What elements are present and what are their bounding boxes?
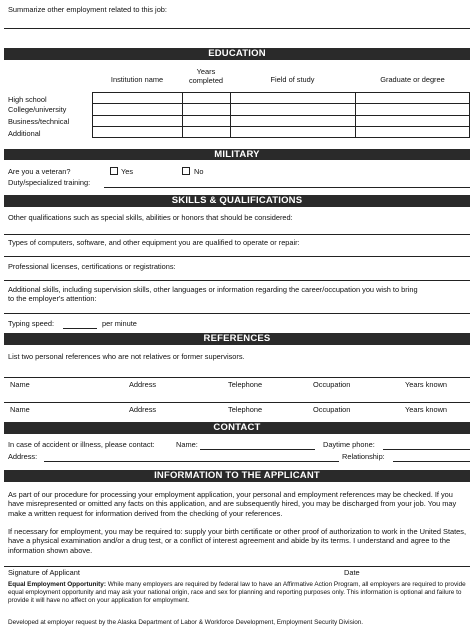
- signature-label: Signature of Applicant: [8, 568, 80, 577]
- other-qualifications-line[interactable]: [4, 234, 470, 235]
- education-header-years: Years completed: [188, 67, 224, 86]
- information-paragraph-1: As part of our procedure for processing your employment application, your personal and employment references may be checked. If you have misrepresented or omitted any facts on this application, and are subsequently hired, you may be discharged from your job. You may make a written request for information derived from the checking of your references.: [8, 490, 457, 518]
- signature-line[interactable]: [4, 566, 470, 567]
- education-grid-row-line: [92, 103, 470, 104]
- military-section-header: MILITARY: [4, 149, 470, 160]
- education-header-field: Field of study: [270, 75, 315, 84]
- additional-skills-line[interactable]: [4, 313, 470, 314]
- daytime-phone-label: Daytime phone:: [323, 440, 375, 449]
- reference-column-address: Address: [129, 380, 157, 389]
- education-header-degree: Graduate or degree: [380, 75, 445, 84]
- veteran-no-checkbox[interactable]: [182, 167, 190, 175]
- developed-by-footer: Developed at employer request by the Alaska Department of Labor & Workforce Development, Employment Security Division.: [8, 619, 364, 626]
- computers-equipment-label: Types of computers, software, and other equipment you are qualified to operate or repair:: [8, 238, 300, 247]
- information-section-header: INFORMATION TO THE APPLICANT: [4, 470, 470, 482]
- reference-line-2[interactable]: [4, 402, 470, 403]
- education-row-label: Additional: [8, 129, 41, 138]
- education-header-institution: Institution name: [110, 75, 164, 84]
- veteran-yes-checkbox[interactable]: [110, 167, 118, 175]
- information-paragraph-2: If necessary for employment, you may be required to: supply your birth certificate or other proof of authorization to work in the United States, have a physical examination and/or a drug test, or a conflict of interest agreement and abide by its terms. I understand and agree to the information shown above.: [8, 527, 467, 555]
- licenses-line[interactable]: [4, 280, 470, 281]
- additional-skills-label: Additional skills, including supervision skills, other languages or information regarding the career/occupation you wish to bring: [8, 285, 418, 294]
- reference-column-years-known: Years known: [405, 405, 448, 414]
- typing-speed-label: Typing speed:: [8, 319, 55, 328]
- contact-name-label: Name:: [176, 440, 198, 449]
- contact-section-header: CONTACT: [4, 422, 470, 434]
- reference-column-name: Name: [10, 380, 30, 389]
- education-row-label: College/university: [8, 105, 67, 114]
- eeo-notice: [8, 581, 468, 605]
- references-section-header: REFERENCES: [4, 333, 470, 345]
- duty-training-field[interactable]: [104, 187, 470, 188]
- contact-address-field[interactable]: [44, 461, 339, 462]
- education-grid-col-line: [355, 92, 356, 138]
- contact-name-field[interactable]: [200, 449, 315, 450]
- veteran-no-label: No: [194, 167, 204, 176]
- reference-column-telephone: Telephone: [228, 405, 263, 414]
- veteran-label: Are you a veteran?: [8, 167, 71, 176]
- summarize-employment-label: Summarize other employment related to this job:: [8, 5, 167, 14]
- education-grid-col-line: [182, 92, 183, 138]
- reference-column-name: Name: [10, 405, 30, 414]
- relationship-field[interactable]: [393, 461, 470, 462]
- education-grid-row-line: [92, 126, 470, 127]
- summarize-employment-line[interactable]: [4, 28, 470, 29]
- licenses-label: Professional licenses, certifications or registrations:: [8, 262, 176, 271]
- additional-skills-label-2: to the employer's attention:: [8, 294, 97, 303]
- education-row-label: Business/technical: [8, 117, 70, 126]
- education-grid-row-line: [92, 115, 470, 116]
- eeo-notice-title: Equal Employment Opportunity:: [8, 581, 106, 588]
- per-minute-label: per minute: [102, 319, 137, 328]
- daytime-phone-field[interactable]: [383, 449, 470, 450]
- reference-column-address: Address: [129, 405, 157, 414]
- reference-column-telephone: Telephone: [228, 380, 263, 389]
- date-label: Date: [344, 568, 360, 577]
- duty-training-label: Duty/specialized training:: [8, 178, 91, 187]
- reference-column-years-known: Years known: [405, 380, 448, 389]
- education-section-header: EDUCATION: [4, 48, 470, 60]
- other-qualifications-label: Other qualifications such as special skills, abilities or honors that should be considered:: [8, 213, 293, 222]
- reference-column-occupation: Occupation: [313, 405, 351, 414]
- typing-speed-field[interactable]: [63, 328, 97, 329]
- skills-section-header: SKILLS & QUALIFICATIONS: [4, 195, 470, 207]
- references-instructions: List two personal references who are not relatives or former supervisors.: [8, 352, 245, 361]
- contact-address-label: Address:: [8, 452, 38, 461]
- reference-line-1[interactable]: [4, 377, 470, 378]
- eeo-notice-text: While many employers are required by federal law to have an Affirmative Action Program, all employers are required to provide equal employment opportunity and may ask your national origin, race and sex for planning and reporting purposes only. This information is optional and failure to provide it will have no affect on your application for employment.: [8, 581, 466, 604]
- accident-contact-label: In case of accident or illness, please contact:: [8, 440, 155, 449]
- reference-column-occupation: Occupation: [313, 380, 351, 389]
- computers-equipment-line[interactable]: [4, 256, 470, 257]
- relationship-label: Relationship:: [342, 452, 385, 461]
- veteran-yes-label: Yes: [121, 167, 134, 176]
- education-grid-col-line: [230, 92, 231, 138]
- education-row-label: High school: [8, 95, 47, 104]
